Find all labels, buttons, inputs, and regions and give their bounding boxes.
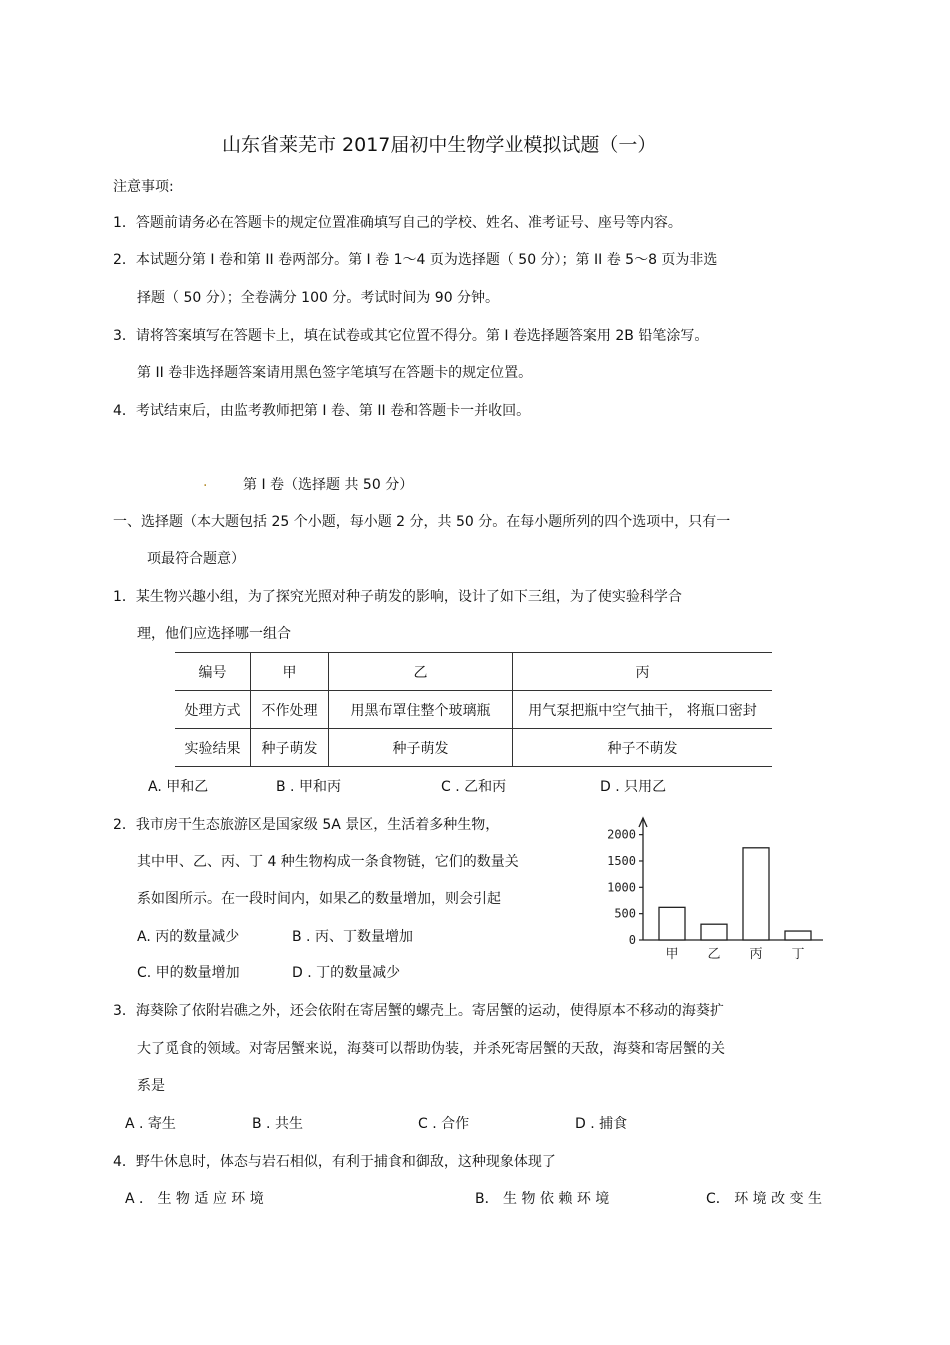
notice-heading: 注意事项:	[113, 179, 174, 195]
part-dot: .	[203, 474, 208, 490]
table-row	[175, 729, 772, 767]
table-cell: 实验结果	[175, 729, 251, 767]
notice-item: 择题（ 50 分）；全卷满分 100 分。考试时间为 90 分钟。	[137, 290, 500, 306]
notice-item: 3．请将答案填写在答题卡上，填在试卷或其它位置不得分。第 I 卷选择题答案用 2B 铅笔涂写。	[113, 328, 709, 344]
notice-item: 第 II 卷非选择题答案请用黑色签字笔填写在答题卡的规定位置。	[137, 365, 533, 381]
table-cell: 处理方式	[175, 691, 251, 729]
question-1: 1．某生物兴趣小组，为了探究光照对种子萌发的影响，设计了如下三组，为了使实验科学合	[113, 589, 682, 605]
table-cell: 用黑布罩住整个玻璃瓶	[329, 691, 513, 729]
table-cell: 乙	[329, 653, 513, 691]
bar	[659, 907, 685, 940]
table-cell: 编号	[175, 653, 251, 691]
bar	[785, 931, 811, 940]
question-2: 其中甲、乙、丙、丁 4 种生物构成一条食物链，它们的数量关	[137, 854, 519, 870]
option: A. 甲和乙	[148, 779, 209, 795]
question-1: 理，他们应选择哪一组合	[137, 626, 291, 642]
notice-item: 2．本试题分第 I 卷和第 II 卷两部分。第 I 卷 1～4 页为选择题（ 50 分）；第 II 卷 5～8 页为非选	[113, 252, 718, 268]
x-tick-label: 丙	[749, 947, 763, 962]
experiment-table	[175, 652, 772, 767]
option: B． 生 物 依 赖 环 境	[475, 1191, 610, 1207]
table-cell: 种子萌发	[251, 729, 329, 767]
table-header-row	[175, 653, 772, 691]
option: A. 丙的数量减少	[137, 929, 240, 945]
table-cell: 种子萌发	[329, 729, 513, 767]
section-heading: 一、选择题（本大题包括 25 个小题，每小题 2 分，共 50 分。在每小题所列的四个选项中，只有一	[113, 514, 731, 530]
option: B . 共生	[252, 1116, 303, 1132]
x-tick-label: 乙	[707, 947, 721, 962]
table-cell: 丙	[513, 653, 773, 691]
bar	[743, 848, 769, 940]
y-tick-label: 1500	[607, 853, 636, 868]
x-tick-label: 丁	[791, 947, 805, 962]
option: C． 环 境 改 变 生	[706, 1191, 823, 1207]
question-3: 大了觅食的领域。对寄居蟹来说，海葵可以帮助伪装，并杀死寄居蟹的天敌，海葵和寄居蟹的关	[137, 1041, 725, 1057]
question-3: 系是	[137, 1078, 165, 1094]
question-3: 3．海葵除了依附岩礁之外，还会依附在寄居蟹的螺壳上。寄居蟹的运动，使得原本不移动的海葵扩	[113, 1003, 724, 1019]
option: A . 寄生	[125, 1116, 176, 1132]
notice-item: 4．考试结束后，由监考教师把第 I 卷、第 II 卷和答题卡一并收回。	[113, 403, 531, 419]
option: B . 甲和丙	[276, 779, 341, 795]
y-tick-label: 500	[614, 906, 636, 921]
table-cell: 甲	[251, 653, 329, 691]
page-title: 山东省莱芜市 2017届初中生物学业模拟试题（一）	[222, 134, 657, 156]
table-cell: 用气泵把瓶中空气抽干， 将瓶口密封	[513, 691, 773, 729]
option: C. 甲的数量增加	[137, 965, 240, 981]
question-2: 2．我市房干生态旅游区是国家级 5A 景区，生活着多种生物，	[113, 817, 500, 833]
notice-item: 1．答题前请务必在答题卡的规定位置准确填写自己的学校、姓名、准考证号、座号等内容。	[113, 215, 682, 231]
option: D . 丁的数量减少	[292, 965, 401, 981]
table-cell: 不作处理	[251, 691, 329, 729]
option: D . 捕食	[575, 1116, 628, 1132]
option: C . 乙和丙	[441, 779, 507, 795]
question-4: 4．野牛休息时，体态与岩石相似，有利于捕食和御敌，这种现象体现了	[113, 1154, 556, 1170]
table-cell: 种子不萌发	[513, 729, 773, 767]
x-tick-label: 甲	[665, 947, 679, 962]
y-tick-label: 0	[628, 933, 636, 947]
option: C . 合作	[418, 1116, 470, 1132]
table-row	[175, 691, 772, 729]
option: A ． 生 物 适 应 环 境	[125, 1191, 264, 1207]
option: D . 只用乙	[600, 779, 667, 795]
y-tick-label: 1000	[607, 880, 636, 895]
part-heading: 第 I 卷（选择题 共 50 分）	[243, 477, 414, 493]
option: B . 丙、丁数量增加	[292, 929, 413, 945]
bar	[701, 924, 727, 940]
y-tick-label: 2000	[607, 827, 636, 842]
population-bar-chart	[595, 808, 835, 968]
question-2: 系如图所示。在一段时间内，如果乙的数量增加，则会引起	[137, 891, 501, 907]
section-heading: 项最符合题意）	[147, 551, 245, 567]
